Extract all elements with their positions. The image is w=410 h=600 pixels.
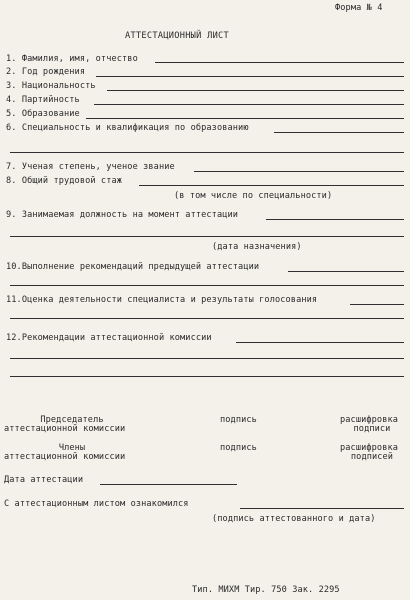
item-commission-recommendations-label: 12.Рекомендации аттестационной комиссии bbox=[6, 333, 212, 343]
item-recommendations-prev-label: 10.Выполнение рекомендаций предыдущей аттестации bbox=[6, 262, 260, 272]
item-education-label: 5. Образование bbox=[6, 109, 80, 119]
item-specialty-line-1 bbox=[274, 132, 404, 133]
chairman-decode-label-2: подписи bbox=[353, 424, 391, 434]
members-decode-label-1: расшифровка bbox=[340, 443, 399, 453]
item-evaluation-line-2 bbox=[10, 318, 404, 319]
chairman-label-2: аттестационной комиссии bbox=[4, 424, 126, 434]
members-label-1: Члены bbox=[58, 443, 86, 453]
item-recommendations-prev-line-2 bbox=[10, 285, 404, 286]
item-recommendations-prev-line-1 bbox=[288, 271, 404, 272]
item-commission-recommendations-line-2 bbox=[10, 358, 404, 359]
item-work-experience-line bbox=[139, 185, 404, 186]
item-full-name-label: 1. Фамилия, имя, отчество bbox=[6, 54, 138, 64]
item-party-label: 4. Партийность bbox=[6, 95, 80, 105]
members-decode-label-2: подписей bbox=[350, 452, 394, 462]
item-full-name-line bbox=[155, 62, 404, 63]
item-nationality-line bbox=[107, 90, 404, 91]
item-specialty-line-2 bbox=[10, 152, 404, 153]
item-position-line-1 bbox=[266, 219, 404, 220]
form-title: АТТЕСТАЦИОННЫЙ ЛИСТ bbox=[125, 31, 230, 41]
acquainted-sub: (подпись аттестованного и дата) bbox=[212, 514, 376, 524]
item-degree-line bbox=[194, 171, 404, 172]
item-position-line-2 bbox=[10, 236, 404, 237]
item-evaluation-line-1 bbox=[350, 304, 404, 305]
item-birth-year-label: 2. Год рождения bbox=[6, 67, 86, 77]
acquainted-label: С аттестационным листом ознакомился bbox=[4, 499, 189, 509]
item-degree-label: 7. Ученая степень, ученое звание bbox=[6, 162, 175, 172]
item-nationality-label: 3. Национальность bbox=[6, 81, 96, 91]
item-commission-recommendations-line-1 bbox=[236, 342, 404, 343]
item-position-sub: (дата назначения) bbox=[212, 242, 302, 252]
chairman-signature-label: подпись bbox=[220, 415, 257, 425]
members-signature-label: подпись bbox=[220, 443, 257, 453]
item-position-label: 9. Занимаемая должность на момент аттестации bbox=[6, 210, 239, 220]
item-education-line bbox=[86, 118, 404, 119]
acquainted-line bbox=[240, 508, 404, 509]
chairman-decode-label-1: расшифровка bbox=[340, 415, 399, 425]
print-footer: Тип. МИХМ Тир. 750 Зак. 2295 bbox=[192, 585, 340, 595]
attestation-date-label: Дата аттестации bbox=[4, 475, 84, 485]
item-evaluation-label: 11.Оценка деятельности специалиста и результаты голосования bbox=[6, 295, 318, 305]
attestation-date-line bbox=[100, 484, 237, 485]
item-work-experience-label: 8. Общий трудовой стаж bbox=[6, 176, 123, 186]
item-party-line bbox=[94, 104, 404, 105]
item-specialty-label: 6. Специальность и квалификация по образованию bbox=[6, 123, 249, 133]
members-label-2: аттестационной комиссии bbox=[4, 452, 126, 462]
item-commission-recommendations-line-3 bbox=[10, 376, 404, 377]
form-number: Форма № 4 bbox=[335, 3, 383, 13]
chairman-label-1: Председатель bbox=[40, 415, 104, 425]
item-birth-year-line bbox=[96, 76, 404, 77]
item-work-experience-sub: (в том числе по специальности) bbox=[174, 191, 333, 201]
